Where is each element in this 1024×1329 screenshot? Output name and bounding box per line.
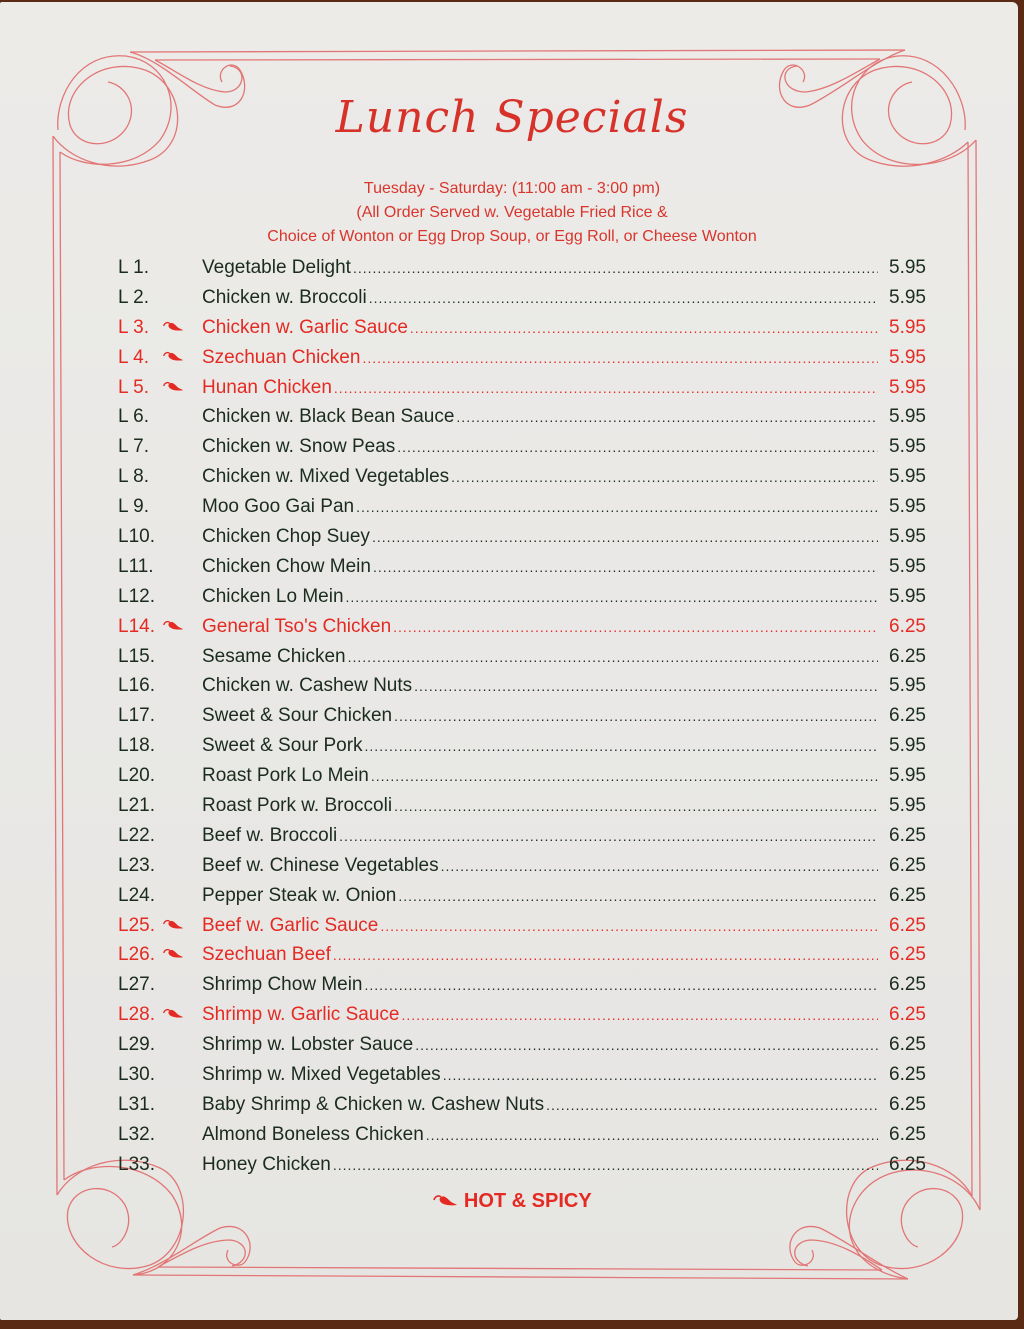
item-code: L23. [118, 854, 155, 876]
menu-item [118, 765, 926, 795]
menu-item [118, 1064, 926, 1094]
item-name: Beef w. Broccoli [202, 824, 338, 846]
menu-item [118, 735, 926, 765]
menu-item [118, 287, 926, 317]
menu-item [118, 795, 926, 825]
item-name: Chicken w. Black Bean Sauce [202, 406, 455, 428]
menu-item [118, 616, 926, 646]
dot-leader [394, 708, 878, 724]
dot-leader [401, 1007, 878, 1023]
item-name: Vegetable Delight [202, 257, 351, 278]
menu-item [118, 496, 926, 526]
item-code: L24. [118, 884, 155, 906]
hot-spicy-legend [0, 1190, 1024, 1213]
dot-leader [356, 499, 878, 515]
item-price: 5.95 [889, 735, 926, 757]
item-code: L 5. [118, 376, 149, 398]
item-price: 5.95 [889, 436, 926, 458]
item-name: Shrimp w. Garlic Sauce [202, 1004, 400, 1026]
dot-leader [397, 439, 878, 455]
menu-item [118, 1094, 926, 1124]
item-name: Chicken w. Broccoli [202, 286, 367, 308]
dot-leader [365, 977, 879, 993]
item-price: 5.95 [889, 466, 926, 488]
dot-leader [365, 738, 878, 754]
item-price: 6.25 [889, 884, 926, 906]
dot-leader [353, 260, 878, 276]
menu-item [118, 915, 926, 945]
item-price: 6.25 [889, 824, 926, 846]
item-price: 5.95 [889, 257, 926, 278]
menu-item [118, 705, 926, 735]
item-name: Szechuan Beef [202, 944, 331, 966]
note-line-2: Choice of Wonton or Egg Drop Soup, or Egg Roll, or Cheese Wonton [267, 228, 757, 245]
item-name: Honey Chicken [202, 1153, 331, 1175]
item-name: Chicken w. Cashew Nuts [202, 675, 413, 697]
menu-item [118, 317, 926, 347]
dot-leader [348, 649, 878, 665]
item-name: Moo Goo Gai Pan [202, 496, 355, 518]
item-name: Szechuan Chicken [202, 346, 361, 368]
item-name: Chicken w. Mixed Vegetables [202, 466, 450, 488]
dot-leader [451, 469, 878, 485]
menu-item [118, 436, 926, 466]
item-name: Roast Pork w. Broccoli [202, 795, 393, 817]
dot-leader [333, 1157, 878, 1173]
dot-leader [456, 409, 878, 425]
dot-leader [398, 888, 878, 904]
item-price: 6.25 [889, 1123, 926, 1145]
item-name: General Tso's Chicken [202, 615, 392, 637]
menu-item [118, 855, 926, 885]
item-code: L32. [118, 1123, 155, 1145]
item-price: 6.25 [889, 615, 926, 637]
item-price: 6.25 [889, 944, 926, 966]
menu-item [118, 825, 926, 855]
chili-pepper-icon [162, 380, 202, 396]
dot-leader [414, 678, 878, 694]
item-price: 6.25 [889, 705, 926, 727]
item-name: Shrimp w. Lobster Sauce [202, 1034, 414, 1056]
item-price: 5.95 [889, 765, 926, 787]
dot-leader [333, 947, 878, 963]
menu-item [118, 377, 926, 407]
menu-item [118, 347, 926, 377]
item-code: L14. [118, 615, 155, 637]
item-code: L 3. [118, 316, 149, 338]
item-name: Chicken Lo Mein [202, 585, 344, 607]
item-price: 5.95 [889, 376, 926, 398]
menu-item [118, 586, 926, 616]
menu-item [118, 466, 926, 496]
menu-item [118, 556, 926, 586]
item-name: Chicken Chow Mein [202, 555, 371, 577]
menu-item [118, 944, 926, 974]
item-name: Beef w. Chinese Vegetables [202, 854, 439, 876]
item-code: L 1. [118, 257, 149, 278]
dot-leader [415, 1037, 878, 1053]
item-code: L12. [118, 585, 155, 607]
item-price: 6.25 [889, 974, 926, 996]
item-code: L18. [118, 735, 155, 757]
dot-leader [334, 380, 878, 396]
item-price: 6.25 [889, 1093, 926, 1115]
menu-item [118, 257, 926, 287]
item-code: L15. [118, 645, 155, 667]
menu-item [118, 1154, 926, 1184]
menu-item [118, 406, 926, 436]
dot-leader [346, 589, 878, 605]
dot-leader [443, 1067, 878, 1083]
item-code: L31. [118, 1093, 155, 1115]
item-code: L22. [118, 824, 155, 846]
item-price: 5.95 [889, 675, 926, 697]
item-price: 5.95 [889, 585, 926, 607]
dot-leader [339, 828, 878, 844]
item-price: 5.95 [889, 795, 926, 817]
menu-item [118, 1124, 926, 1154]
item-name: Shrimp w. Mixed Vegetables [202, 1064, 441, 1086]
dot-leader [441, 858, 878, 874]
item-code: L33. [118, 1153, 155, 1175]
chili-pepper-icon [162, 947, 202, 963]
item-price: 6.25 [889, 914, 926, 936]
item-code: L 7. [118, 436, 149, 458]
dot-leader [369, 290, 878, 306]
menu-item [118, 974, 926, 1004]
hot-spicy-label: HOT & SPICY [463, 1190, 592, 1212]
item-price: 6.25 [889, 645, 926, 667]
item-name: Beef w. Garlic Sauce [202, 914, 379, 936]
dot-leader [393, 619, 878, 635]
chili-pepper-icon [162, 350, 202, 366]
dot-leader [394, 798, 878, 814]
item-code: L28. [118, 1004, 155, 1026]
item-price: 5.95 [889, 555, 926, 577]
item-price: 6.25 [889, 1034, 926, 1056]
item-price: 5.95 [889, 316, 926, 338]
item-code: L 6. [118, 406, 149, 428]
menu-item [118, 885, 926, 915]
item-code: L10. [118, 526, 155, 548]
item-price: 5.95 [889, 496, 926, 518]
item-name: Almond Boneless Chicken [202, 1123, 424, 1145]
item-code: L25. [118, 914, 155, 936]
item-price: 5.95 [889, 346, 926, 368]
dot-leader [362, 350, 878, 366]
item-code: L21. [118, 795, 155, 817]
item-name: Chicken w. Snow Peas [202, 436, 396, 458]
chili-pepper-icon [162, 1007, 202, 1023]
item-code: L11. [118, 555, 154, 577]
item-price: 5.95 [889, 526, 926, 548]
item-price: 5.95 [889, 406, 926, 428]
item-name: Sesame Chicken [202, 645, 346, 667]
chili-pepper-icon [162, 320, 202, 336]
item-name: Chicken Chop Suey [202, 526, 370, 548]
item-name: Pepper Steak w. Onion [202, 884, 397, 906]
item-code: L 9. [118, 496, 149, 518]
item-price: 6.25 [889, 1004, 926, 1026]
item-code: L 2. [118, 286, 149, 308]
item-name: Roast Pork Lo Mein [202, 765, 369, 787]
item-name: Baby Shrimp & Chicken w. Cashew Nuts [202, 1093, 545, 1115]
item-name: Sweet & Sour Pork [202, 735, 363, 757]
menu-item [118, 675, 926, 705]
dot-leader [373, 559, 878, 575]
dot-leader [546, 1097, 878, 1113]
note-line-1: (All Order Served w. Vegetable Fried Rice & [356, 204, 668, 221]
menu-item [118, 1004, 926, 1034]
item-name: Sweet & Sour Chicken [202, 705, 393, 727]
chili-pepper-icon [432, 1190, 464, 1212]
menu-item [118, 1034, 926, 1064]
item-name: Shrimp Chow Mein [202, 974, 363, 996]
dot-leader [372, 529, 878, 545]
menu-item [118, 646, 926, 676]
dot-leader [380, 918, 878, 934]
item-code: L27. [118, 974, 155, 996]
item-code: L29. [118, 1034, 155, 1056]
item-code: L17. [118, 705, 155, 727]
item-name: Chicken w. Garlic Sauce [202, 316, 408, 338]
dot-leader [371, 768, 878, 784]
menu-item [118, 526, 926, 556]
dot-leader [426, 1127, 878, 1143]
item-price: 6.25 [889, 854, 926, 876]
page-title: Lunch Specials [335, 92, 689, 143]
item-code: L 4. [118, 346, 149, 368]
item-code: L 8. [118, 466, 149, 488]
item-price: 5.95 [889, 286, 926, 308]
hours-text: Tuesday - Saturday: (11:00 am - 3:00 pm) [363, 180, 661, 197]
item-code: L30. [118, 1064, 155, 1086]
item-code: L16. [118, 675, 155, 697]
item-code: L20. [118, 765, 155, 787]
chili-pepper-icon [162, 619, 202, 635]
menu-list [118, 257, 926, 1184]
item-price: 6.25 [889, 1064, 926, 1086]
item-code: L26. [118, 944, 155, 966]
chili-pepper-icon [162, 918, 202, 934]
dot-leader [410, 320, 878, 336]
item-price: 6.25 [889, 1153, 926, 1175]
item-name: Hunan Chicken [202, 376, 332, 398]
